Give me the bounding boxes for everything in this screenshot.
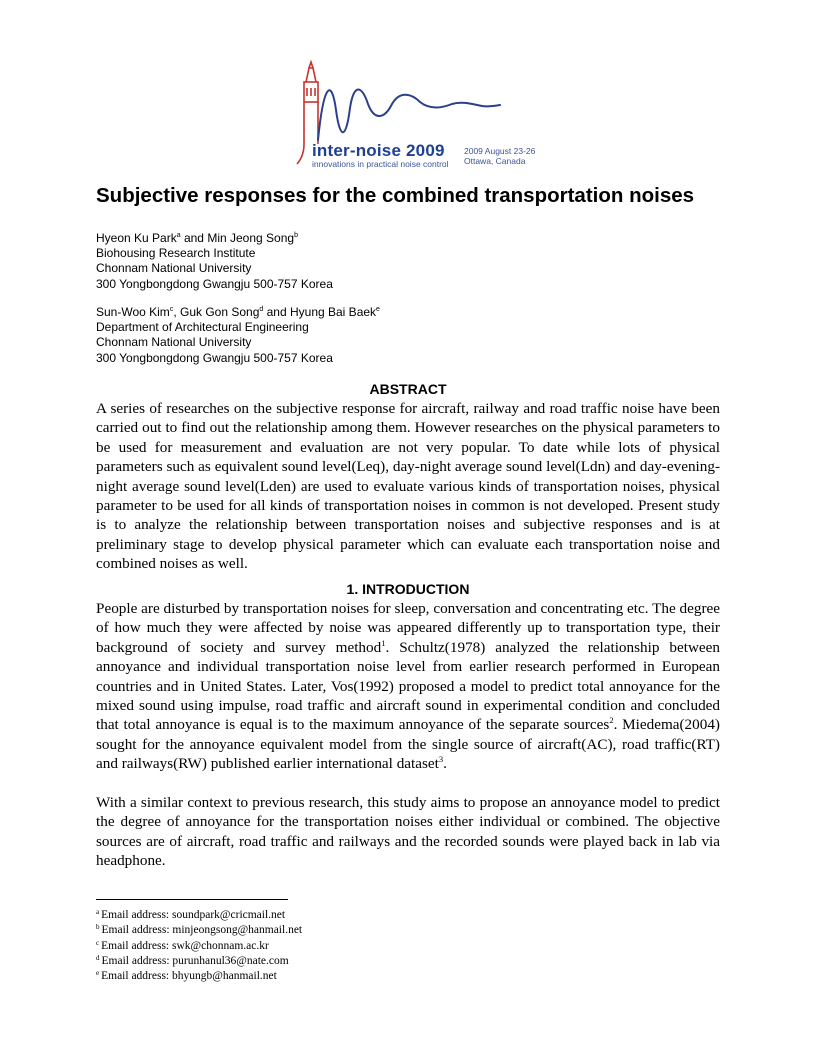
- author-park: Hyeon Ku Park: [96, 231, 177, 245]
- footnote-email: Email address: minjeongsong@hanmail.net: [101, 924, 303, 937]
- author-mark-c: c: [169, 306, 174, 313]
- intro-text: . Miedema(2004) sought for the annoyance equivalent model from the single source of aircraft(AC), road traffic(RT) and railways(RW) published earlier international dataset: [96, 716, 720, 773]
- footnote-divider: [96, 899, 288, 900]
- author-kim: Sun-Woo Kim: [96, 305, 170, 319]
- intro-heading: 1. INTRODUCTION: [346, 581, 470, 597]
- footnote-mark: a: [96, 908, 100, 916]
- abstract-text: A series of researches on the subjective response for aircraft, railway and road traffic noise have been carried out to find out the relationship among them. However researches on the physical parameters to be used for measurement and evaluation are not very popular. To date while lots of physical parameters such as equivalent sound level(Leq), day-night average sound level(Ldn) and day-evening-night average sound level(Lden) are used to evaluate various kinds of transportation noises, physical parameter to be used for all kinds of transportation noises in common is not developed. Present study is to analyze the relationship between transportation noises and subjective responses and is at preliminary stage to develop physical parameter which can evaluate each transportation noise and combined noises as well.: [96, 400, 720, 573]
- author-line-1: [96, 231, 333, 246]
- affiliation-line: Chonnam National University: [96, 261, 252, 276]
- author-mark-e: e: [376, 306, 380, 313]
- intro-text: . Schultz(1978) analyzed the relationship between annoyance and individual transportation noise level from earlier research performed in European countries and in United States. Later, Vos(1992) proposed a model to predict total annoyance for the mixed sound using impulse, road traffic and aircraft sound in experimental condition and concluded that total annoyance is equal is to the maximum annoyance of the separate sources: [96, 638, 720, 734]
- author-block-1: [96, 231, 333, 292]
- author-separator: and: [263, 305, 290, 319]
- conference-logo: [296, 60, 546, 170]
- footnotes: [96, 908, 302, 984]
- footnote-email: Email address: swk@chonnam.ac.kr: [101, 939, 269, 952]
- logo-date-line2: Ottawa, Canada: [464, 156, 526, 166]
- author-block-2: [96, 305, 380, 366]
- footnote: [96, 954, 302, 969]
- footnote-mark: d: [96, 953, 100, 962]
- intro-paragraph-2: With a similar context to previous research, this study aims to propose an annoyance model to predict the degree of annoyance for the transportation noises either individual or combined. The objective sources are of aircraft, road traffic and railways and the recorded sounds were played back in lab via headphone.: [96, 794, 720, 870]
- intro-text: .: [443, 755, 447, 773]
- footnote: [96, 939, 302, 954]
- logo-title: inter-noise 2009: [312, 141, 445, 160]
- footnote-email: Email address: purunhanul36@nate.com: [101, 954, 289, 967]
- affiliation-line: 300 Yongbongdong Gwangju 500-757 Korea: [96, 350, 333, 365]
- footnote-mark: e: [96, 969, 100, 978]
- author-gsong: Guk Gon Song: [179, 305, 260, 319]
- author-separator: ,: [173, 305, 180, 319]
- footnote-mark: b: [96, 923, 100, 932]
- abstract-heading: ABSTRACT: [369, 381, 447, 397]
- footnote-mark: c: [96, 938, 100, 947]
- intro-text: People are disturbed by transportation noises for sleep, conversation and concentrating etc. The degree of how much they were affected by noise was appeared differently up to transportation type, their background of society and survey method: [96, 600, 720, 656]
- author-mark-a: a: [176, 232, 181, 239]
- author-song: Min Jeong Song: [207, 231, 295, 245]
- footnote: [96, 908, 302, 923]
- logo-date-line1: 2009 August 23-26: [464, 146, 536, 156]
- reference-mark: 3: [438, 754, 444, 765]
- affiliation-line: Department of Architectural Engineering: [96, 320, 309, 335]
- paper-title: Subjective responses for the combined transportation noises: [96, 184, 695, 207]
- affiliation-line: Biohousing Research Institute: [96, 246, 256, 261]
- logo-date: [464, 146, 535, 166]
- intro-paragraph-1: [96, 599, 720, 774]
- affiliation-line: Chonnam National University: [96, 335, 252, 350]
- author-separator: and: [180, 231, 208, 245]
- sound-wave-icon: [318, 90, 500, 141]
- affiliation-line: 300 Yongbongdong Gwangju 500-757 Korea: [96, 276, 333, 291]
- logo-tagline: innovations in practical noise control: [312, 159, 449, 169]
- author-baek: Hyung Bai Baek: [289, 305, 377, 319]
- author-mark-d: d: [259, 306, 264, 313]
- footnote: [96, 923, 302, 938]
- reference-mark: 1: [381, 637, 386, 648]
- author-mark-b: b: [294, 232, 298, 239]
- author-line-2: [96, 305, 380, 320]
- footnote-email: Email address: soundpark@cricmail.net: [101, 909, 286, 921]
- footnote: [96, 969, 302, 984]
- footnote-email: Email address: bhyungb@hanmail.net: [101, 970, 277, 983]
- reference-mark: 2: [609, 715, 614, 726]
